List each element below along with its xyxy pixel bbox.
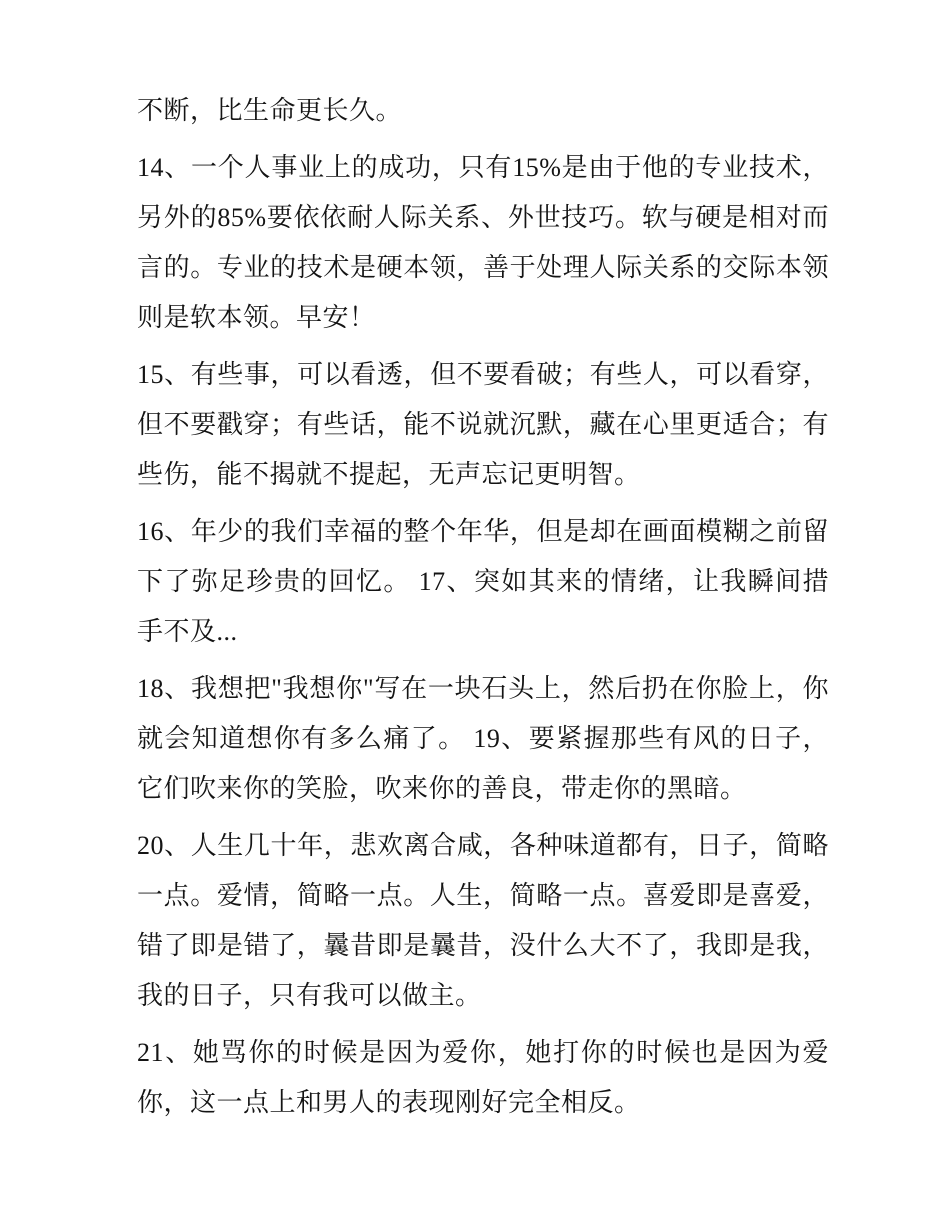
paragraph-item-18-19: 18、我想把"我想你"写在一块石头上，然后扔在你脸上，你就会知道想你有多么痛了。 19、要紧握那些有风的日子，它们吹来你的笑脸，吹来你的善良，带走你的黑暗。 (137, 674, 829, 803)
paragraph-item-15: 15、有些事，可以看透，但不要看破；有些人，可以看穿，但不要戳穿；有些话，能不说就沉默，藏在心里更适合；有些伤，能不揭就不提起，无声忘记更明智。 (137, 360, 829, 489)
paragraph-item-14: 14、一个人事业上的成功，只有15%是由于他的专业技术，另外的85%要依依耐人际关系、外世技巧。软与硬是相对而言的。专业的技术是硬本领，善于处理人际关系的交际本领则是软本领。早安！ (137, 153, 829, 332)
paragraph-continuation: 不断，比生命更长久。 (137, 96, 403, 125)
paragraph-item-21: 21、她骂你的时候是因为爱你，她打你的时候也是因为爱你，这一点上和男人的表现刚好完全相反。 (137, 1038, 829, 1117)
paragraph-item-16-17: 16、年少的我们幸福的整个年华，但是却在画面模糊之前留下了弥足珍贵的回忆。 17、突如其来的情绪，让我瞬间措手不及... (137, 517, 829, 646)
paragraph-item-20: 20、人生几十年，悲欢离合咸，各种味道都有，日子，简略一点。爱情，简略一点。人生，简略一点。喜爱即是喜爱，错了即是错了，曩昔即是曩昔，没什么大不了，我即是我，我的日子，只有我可以做主。 (137, 831, 829, 1010)
text-block (137, 86, 829, 1128)
